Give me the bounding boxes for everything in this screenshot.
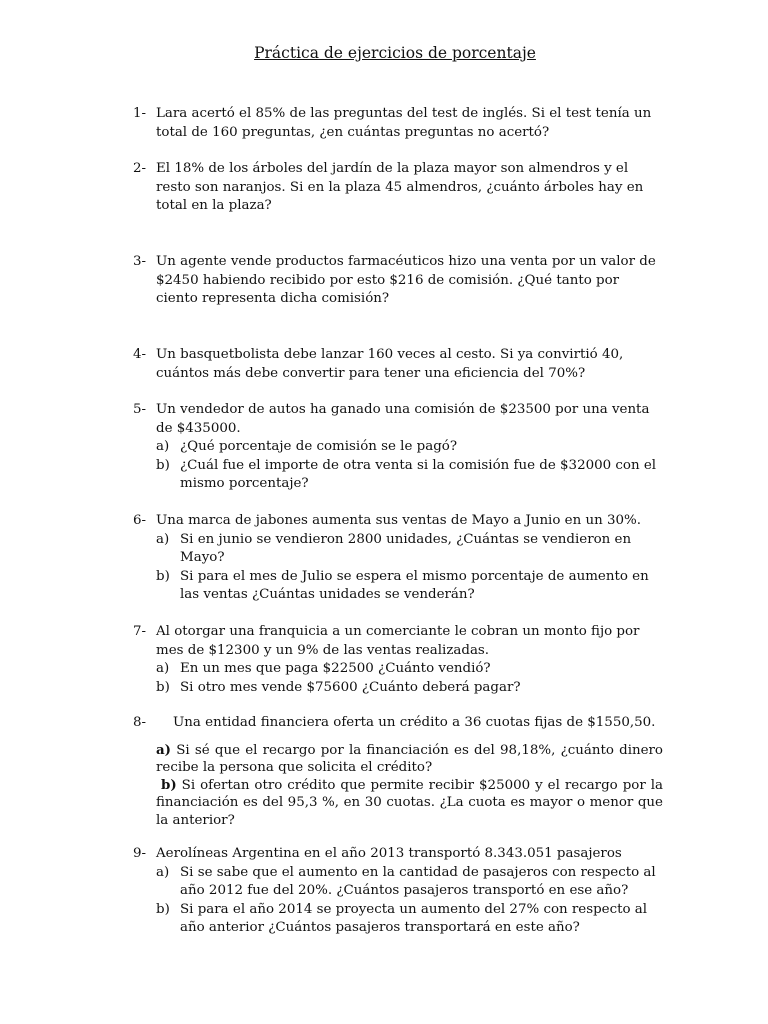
problem-text: Aerolíneas Argentina en el año 2013 transportó 8.343.051 pasajeros (156, 846, 622, 861)
problem-text: Al otorgar una franquicia a un comerciante le cobran un monto fijo por mes de $12300 y un 9% de las ventas realizadas. (156, 624, 640, 658)
subproblem-text: Si en junio se vendieron 2800 unidades, ¿Cuántas se vendieron en Mayo? (180, 531, 632, 566)
problem-text: Un agente vende productos farmacéuticos hizo una venta por un valor de $2450 habiendo recibido por esto $216 de comisión. ¿Qué tanto por ciento representa dicha comisión? (156, 254, 656, 307)
subproblem-text: Si sé que el recargo por la financiación es del 98,18%, ¿cuánto dinero recibe la persona que solicita el crédito? (156, 742, 663, 776)
problem-9 (133, 845, 663, 938)
problem-number: 6- (133, 513, 147, 528)
subproblem-text: Si para el año 2014 se proyecta un aumento del 27% con respecto al año anterior ¿Cuántos pasajeros transportará en este año? (180, 901, 648, 936)
problem-number: 8- (133, 715, 147, 730)
subproblem-text: Si para el mes de Julio se espera el mismo porcentaje de aumento en las ventas ¿Cuántas unidades se venderán? (180, 568, 649, 603)
problem-4 (133, 346, 663, 383)
subproblem-text: Si otro mes vende $75600 ¿Cuánto deberá pagar? (180, 679, 521, 695)
subproblem-label: a) (156, 741, 172, 758)
problem-text: Un basquetbolista debe lanzar 160 veces al cesto. Si ya convirtió 40, cuántos más debe convertir para tener una eficiencia del 70%? (156, 347, 624, 381)
subproblem-a (156, 660, 663, 679)
subproblem-a (156, 438, 663, 457)
problem-6 (133, 512, 663, 605)
subproblem-b (156, 457, 663, 494)
subproblem-label: b) (156, 568, 170, 584)
subproblem-b (156, 901, 663, 938)
problem-7 (133, 623, 663, 697)
subproblem-text: En un mes que paga $22500 ¿Cuánto vendió? (180, 661, 491, 677)
problem-number: 9- (133, 846, 147, 861)
problem-number: 7- (133, 624, 147, 639)
subproblem-a (156, 742, 663, 777)
problem-number: 3- (133, 254, 147, 269)
subproblem-a (156, 864, 663, 901)
subproblem-label: a) (156, 439, 170, 455)
problem-text: Un vendedor de autos ha ganado una comisión de $23500 por una venta de $435000. (156, 402, 650, 436)
subproblem-label: a) (156, 864, 170, 880)
subproblem-b (156, 777, 663, 830)
subproblem-label: b) (156, 457, 170, 473)
subproblem-b (156, 568, 663, 605)
problem-3 (133, 253, 663, 309)
problem-number: 1- (133, 106, 147, 121)
problem-8 (133, 714, 663, 829)
problem-number: 2- (133, 161, 147, 176)
page-title: Práctica de ejercicios de porcentaje (254, 44, 536, 62)
subproblem-label: a) (156, 661, 170, 677)
problem-number: 4- (133, 347, 147, 362)
subproblem-text: Si ofertan otro crédito que permite recibir $25000 y el recargo por la financiación es del 95,3 %, en 30 cuotas. ¿La cuota es mayor o menor que la anterior? (156, 777, 663, 828)
problem-text: Una entidad financiera oferta un crédito a 36 cuotas fijas de $1550,50. (173, 715, 656, 730)
subproblem-b (156, 679, 663, 698)
problem-text: Lara acertó el 85% de las preguntas del test de inglés. Si el test tenía un total de 160 preguntas, ¿en cuántas preguntas no acertó? (156, 106, 652, 140)
subproblem-label: b) (156, 901, 170, 917)
problem-5 (133, 401, 663, 494)
problem-number: 5- (133, 402, 147, 417)
subproblem-text: Si se sabe que el aumento en la cantidad de pasajeros con respecto al año 2012 fue del 20%. ¿Cuántos pasajeros transportó en ese año? (180, 864, 656, 899)
subproblem-label: b) (156, 679, 170, 695)
subproblem-text: ¿Qué porcentaje de comisión se le pagó? (180, 439, 458, 455)
problem-text: Una marca de jabones aumenta sus ventas de Mayo a Junio en un 30%. (156, 513, 641, 528)
subproblem-a (156, 531, 663, 568)
subproblem-label: b) (160, 776, 177, 793)
subproblem-label: a) (156, 531, 170, 547)
subproblem-text: ¿Cuál fue el importe de otra venta si la comisión fue de $32000 con el mismo porcentaje? (180, 457, 657, 492)
problem-2 (133, 160, 663, 216)
problem-text: El 18% de los árboles del jardín de la plaza mayor son almendros y el resto son naranjos. Si en la plaza 45 almendros, ¿cuánto árboles hay en total en la plaza? (156, 161, 644, 214)
problem-1 (133, 105, 663, 142)
